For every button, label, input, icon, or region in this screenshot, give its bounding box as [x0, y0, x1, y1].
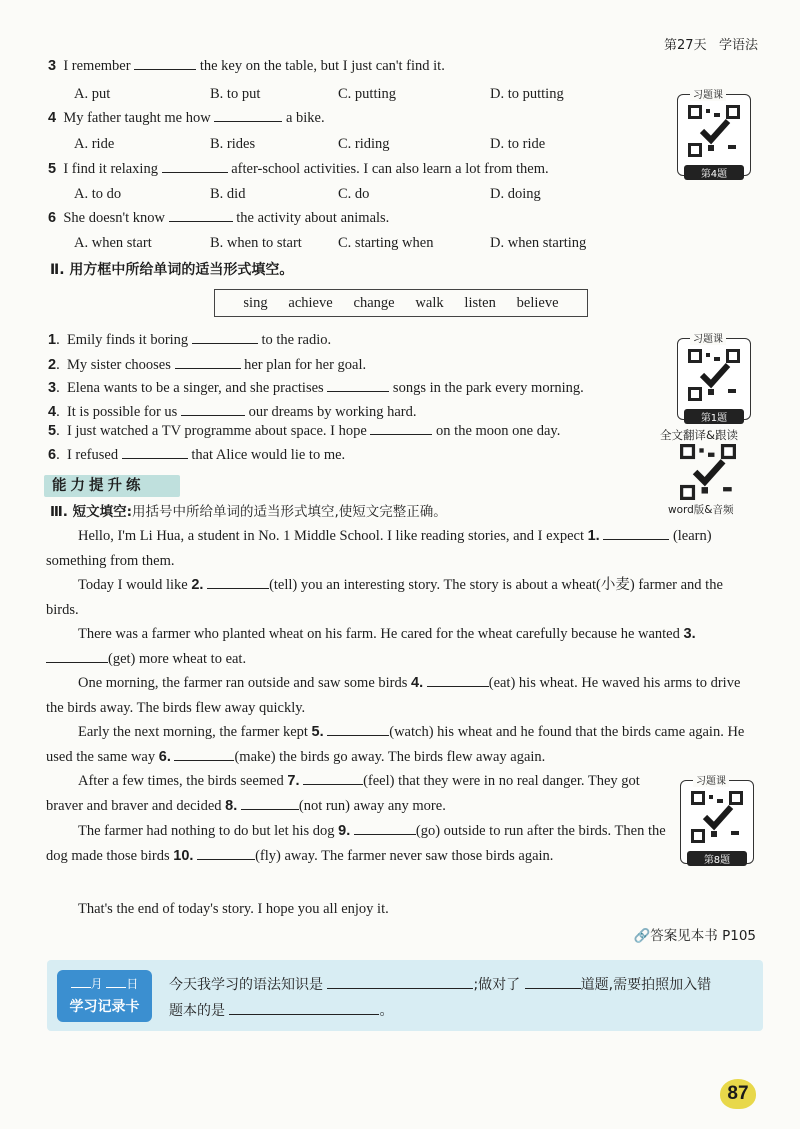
passage-paragraph-7: The farmer had nothing to do but let his dog 9. (go) outside to run after the birds. Then the dog made those birds 10. (fly) away. The farmer never saw those birds again.	[46, 823, 666, 864]
page-number: 87	[720, 1079, 756, 1109]
mc-option: C. do	[338, 186, 370, 202]
qr-card-q4[interactable]: 习题课 第4题	[677, 94, 751, 176]
answer-blank[interactable]	[603, 538, 669, 540]
answer-blank[interactable]	[174, 759, 234, 761]
mc-option: C. putting	[338, 86, 397, 102]
study-record-card	[47, 960, 763, 1031]
word: change	[353, 294, 395, 311]
qr-code-icon	[691, 791, 743, 843]
mistake-blank[interactable]	[229, 1013, 379, 1015]
answer-blank[interactable]	[303, 783, 363, 785]
answer-blank[interactable]	[327, 734, 389, 736]
word: listen	[464, 294, 496, 311]
mc-option: C. riding	[338, 136, 390, 152]
record-card-tab: 月 日 学习记录卡	[57, 970, 152, 1022]
mc-question-5: 5 I find it relaxing after-school activities. I can also learn a lot from them.	[48, 161, 549, 177]
mc-question-6: 6 She doesn't know the activity about animals.	[48, 210, 390, 226]
header-topic: 学语法	[718, 38, 758, 53]
word: believe	[516, 294, 559, 311]
qr-label: 第8题	[687, 851, 747, 866]
month-blank[interactable]	[71, 986, 91, 988]
ability-banner: 能力提升练	[44, 475, 180, 497]
answer-blank[interactable]	[241, 808, 299, 810]
qr-card-q8[interactable]: 习题课 第8题	[680, 780, 754, 864]
answer-blank[interactable]	[134, 68, 196, 70]
mc-option: D. to putting	[490, 86, 564, 102]
passage-paragraph-5: Early the next morning, the farmer kept 5. (watch) his wheat and he found that the birds came again. He used the same way 6. (make) the birds go away. The birds flew away again.	[46, 724, 745, 765]
passage-paragraph-8: That's the end of today's story. I hope you all enjoy it.	[78, 901, 389, 917]
answer-blank[interactable]	[427, 685, 489, 687]
fill-item-4: 4. It is possible for us our dreams by working hard.	[48, 404, 417, 420]
qr-code-icon[interactable]	[680, 444, 736, 500]
passage-paragraph-4: One morning, the farmer ran outside and saw some birds 4. (eat) his wheat. He waved his arms to drive the birds away. The birds flew away quickly.	[46, 675, 741, 716]
mc-option: A. when start	[74, 235, 152, 251]
answer-blank[interactable]	[197, 858, 255, 860]
answer-blank[interactable]	[175, 367, 241, 369]
word: walk	[415, 294, 444, 311]
mc-option: A. ride	[74, 136, 115, 152]
mc-option: A. to do	[74, 186, 122, 202]
answer-blank[interactable]	[181, 414, 245, 416]
qr-code-icon	[688, 105, 740, 157]
passage-paragraph-1: Hello, I'm Li Hua, a student in No. 1 Middle School. I like reading stories, and I expect 1. (learn) something from them.	[46, 528, 712, 569]
answer-blank[interactable]	[327, 390, 389, 392]
mc-option: D. to ride	[490, 136, 546, 152]
word-box	[214, 289, 588, 317]
word: sing	[243, 294, 268, 311]
word: achieve	[288, 294, 333, 311]
fill-item-1: 1. Emily finds it boring to the radio.	[48, 332, 332, 348]
record-card-label: 学习记录卡	[69, 999, 140, 1015]
passage-paragraph-2: Today I would like 2. (tell) you an interesting story. The story is about a wheat(小麦) farmer and the birds.	[46, 577, 723, 618]
fill-item-2: 2. My sister chooses her plan for her goal.	[48, 357, 367, 373]
qr-code-icon	[688, 349, 740, 401]
mc-option: D. when starting	[490, 235, 587, 251]
mc-option: B. to put	[210, 86, 261, 102]
qr-translation-label: 全文翻译&跟读	[660, 428, 738, 442]
header-day: 第27天	[664, 38, 707, 53]
answer-blank[interactable]	[162, 171, 228, 173]
mc-option: D. doing	[490, 186, 541, 202]
qr-label: 第4题	[684, 165, 744, 180]
grammar-blank[interactable]	[327, 987, 473, 989]
section2-title: Ⅱ. 用方框中所给单词的适当形式填空。	[50, 262, 294, 278]
passage-paragraph-3: There was a farmer who planted wheat on his farm. He cared for the wheat carefully because he wanted 3. (get) more wheat to eat.	[46, 622, 758, 672]
mc-question-4: 4 My father taught me how a bike.	[48, 110, 325, 126]
answer-blank[interactable]	[46, 661, 108, 663]
mc-question-3: 3 I remember the key on the table, but I just can't find it.	[48, 58, 445, 74]
fill-item-3: 3. Elena wants to be a singer, and she practises songs in the park every morning.	[48, 380, 584, 396]
record-line-2: 题本的是 。	[169, 1003, 394, 1019]
answer-blank[interactable]	[192, 342, 258, 344]
qr-card-q1[interactable]: 习题课 第1题	[677, 338, 751, 420]
mc-option: B. rides	[210, 136, 256, 152]
answer-reference: 🔗答案见本书 P105	[633, 928, 756, 944]
answer-blank[interactable]	[354, 833, 416, 835]
fill-item-5: 5. I just watched a TV programme about space. I hope on the moon one day.	[48, 423, 561, 439]
link-icon: 🔗	[633, 928, 651, 944]
qr-audio-label: word版&音频	[668, 504, 734, 516]
answer-blank[interactable]	[207, 587, 269, 589]
mc-option: C. starting when	[338, 235, 434, 251]
record-line-1: 今天我学习的语法知识是 ;做对了 道题,需要拍照加入错	[169, 977, 712, 993]
fill-item-6: 6. I refused that Alice would lie to me.	[48, 447, 346, 463]
mc-option: B. when to start	[210, 235, 302, 251]
answer-blank[interactable]	[122, 457, 188, 459]
answer-blank[interactable]	[214, 120, 282, 122]
answer-blank[interactable]	[370, 433, 432, 435]
qr-label: 第1题	[684, 409, 744, 424]
mc-option: B. did	[210, 186, 246, 202]
mc-option: A. put	[74, 86, 111, 102]
count-blank[interactable]	[525, 987, 581, 989]
day-blank[interactable]	[106, 986, 126, 988]
section3-title: Ⅲ. 短文填空:用括号中所给单词的适当形式填空,使短文完整正确。	[50, 504, 447, 520]
passage-paragraph-6: After a few times, the birds seemed 7. (feel) that they were in no real danger. They got braver and braver and decided 8. (not run) away any more.	[46, 773, 640, 814]
page-header	[664, 34, 758, 53]
answer-blank[interactable]	[169, 220, 233, 222]
